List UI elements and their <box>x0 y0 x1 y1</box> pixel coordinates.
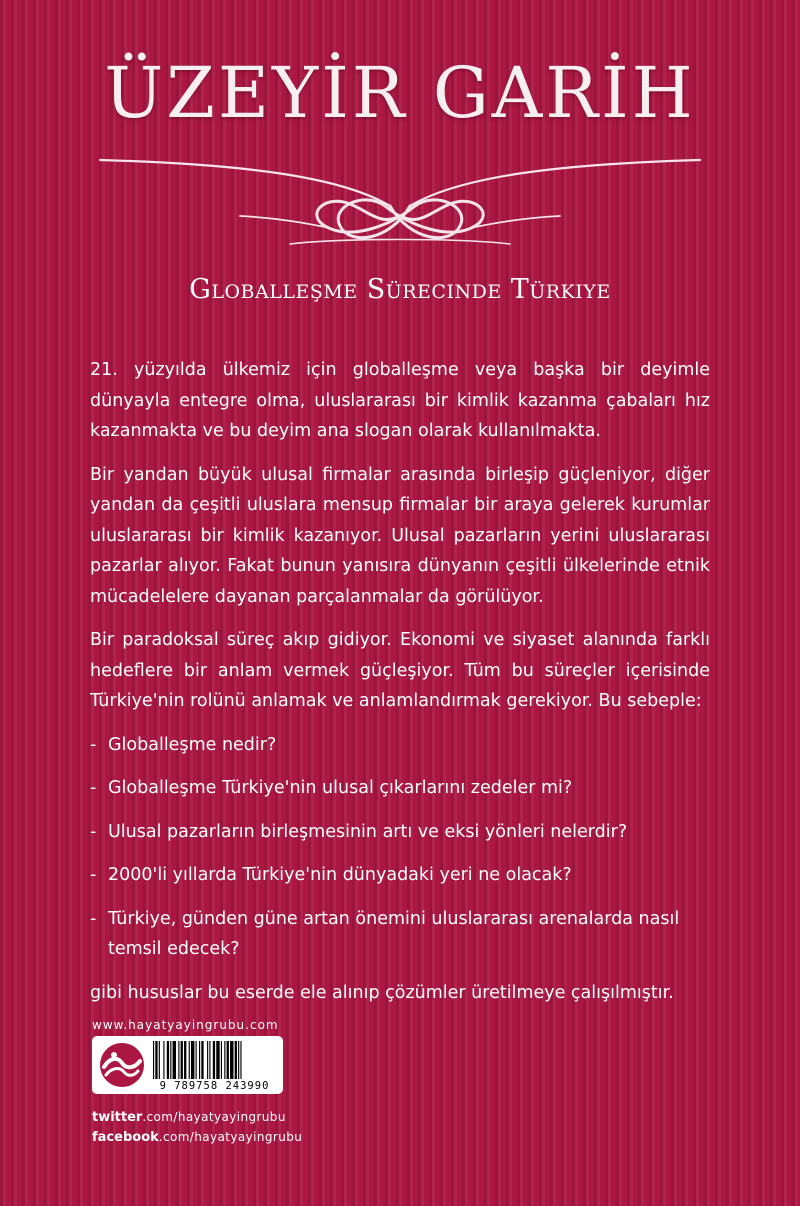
twitter-path: .com/hayatyayingrubu <box>142 1110 286 1124</box>
dash: - <box>90 908 97 929</box>
book-title: Globalleşme Sürecinde Türkiye <box>189 274 611 305</box>
ornament-flourish <box>90 146 710 256</box>
list-item <box>90 860 710 891</box>
dash: - <box>90 734 97 755</box>
question-text: Türkiye, günden güne artan önemini uluslararası arenalarda nasıl temsil edecek? <box>108 908 680 959</box>
list-item <box>90 730 710 761</box>
dash: - <box>90 821 97 842</box>
isbn-barcode-panel <box>92 1036 283 1094</box>
question-text: Globalleşme Türkiye'nin ulusal çıkarlarını zedeler mi? <box>108 778 573 798</box>
facebook-link[interactable] <box>92 1130 302 1145</box>
list-item <box>90 773 710 804</box>
dash: - <box>90 865 97 885</box>
list-item <box>90 817 710 848</box>
question-text: Ulusal pazarların birleşmesinin artı ve eksi yönleri nelerdir? <box>108 821 628 842</box>
back-cover-text <box>90 355 710 1021</box>
facebook-path: .com/hayatyayingrubu <box>158 1130 303 1144</box>
paragraph-1: 21. yüzyılda ülkemiz için globalleşme veya başka bir deyimle dünyayla entegre olma, uluslararası bir kimlik kazanma çabaları hız kazanmakta ve bu deyim ana slogan olarak kullanılmakta. <box>90 360 710 441</box>
question-text: Globalleşme nedir? <box>108 734 277 755</box>
author-name: ÜZEYİR GARİH <box>104 52 696 134</box>
isbn-number: 9 789758 243990 <box>159 1080 270 1092</box>
paragraph-3: Bir paradoksal süreç akıp gidiyor. Ekonomi ve siyaset alanında farklı hedeflere bir anlam vermek güçleşiyor. Tüm bu süreçler içerisinde Türkiye'nin rolünü anlamak ve anlamlandırmak gerekiyor. Bu sebeple: <box>90 630 710 711</box>
dash: - <box>90 778 97 798</box>
publisher-logo-icon <box>98 1041 146 1089</box>
closing-paragraph: gibi hususlar bu eserde ele alınıp çözümler üretilmeye çalışılmıştır. <box>90 982 674 1003</box>
twitter-link[interactable] <box>92 1110 286 1125</box>
twitter-logo: twitter <box>92 1110 143 1125</box>
list-item <box>90 904 710 965</box>
paragraph-2: Bir yandan büyük ulusal firmalar arasında birleşip güçleniyor, diğer yandan da çeşitli uluslara mensup firmalar bir araya gelerek kurumlar uluslararası bir kimlik kazanıyor. Ulusal pazarların yerini uluslararası pazarlar alıyor. Fakat bunun yanısıra dünyanın çeşitli ülkelerinde etnik mücadelelere dayanan parçalanmalar da görülüyor. <box>90 464 710 607</box>
website-url[interactable]: www.hayatyayingrubu.com <box>92 1018 279 1032</box>
question-list <box>90 730 710 965</box>
barcode-icon <box>152 1041 277 1079</box>
question-text: 2000'li yıllarda Türkiye'nin dünyadaki yeri ne olacak? <box>108 865 572 885</box>
facebook-logo: facebook <box>92 1130 159 1145</box>
